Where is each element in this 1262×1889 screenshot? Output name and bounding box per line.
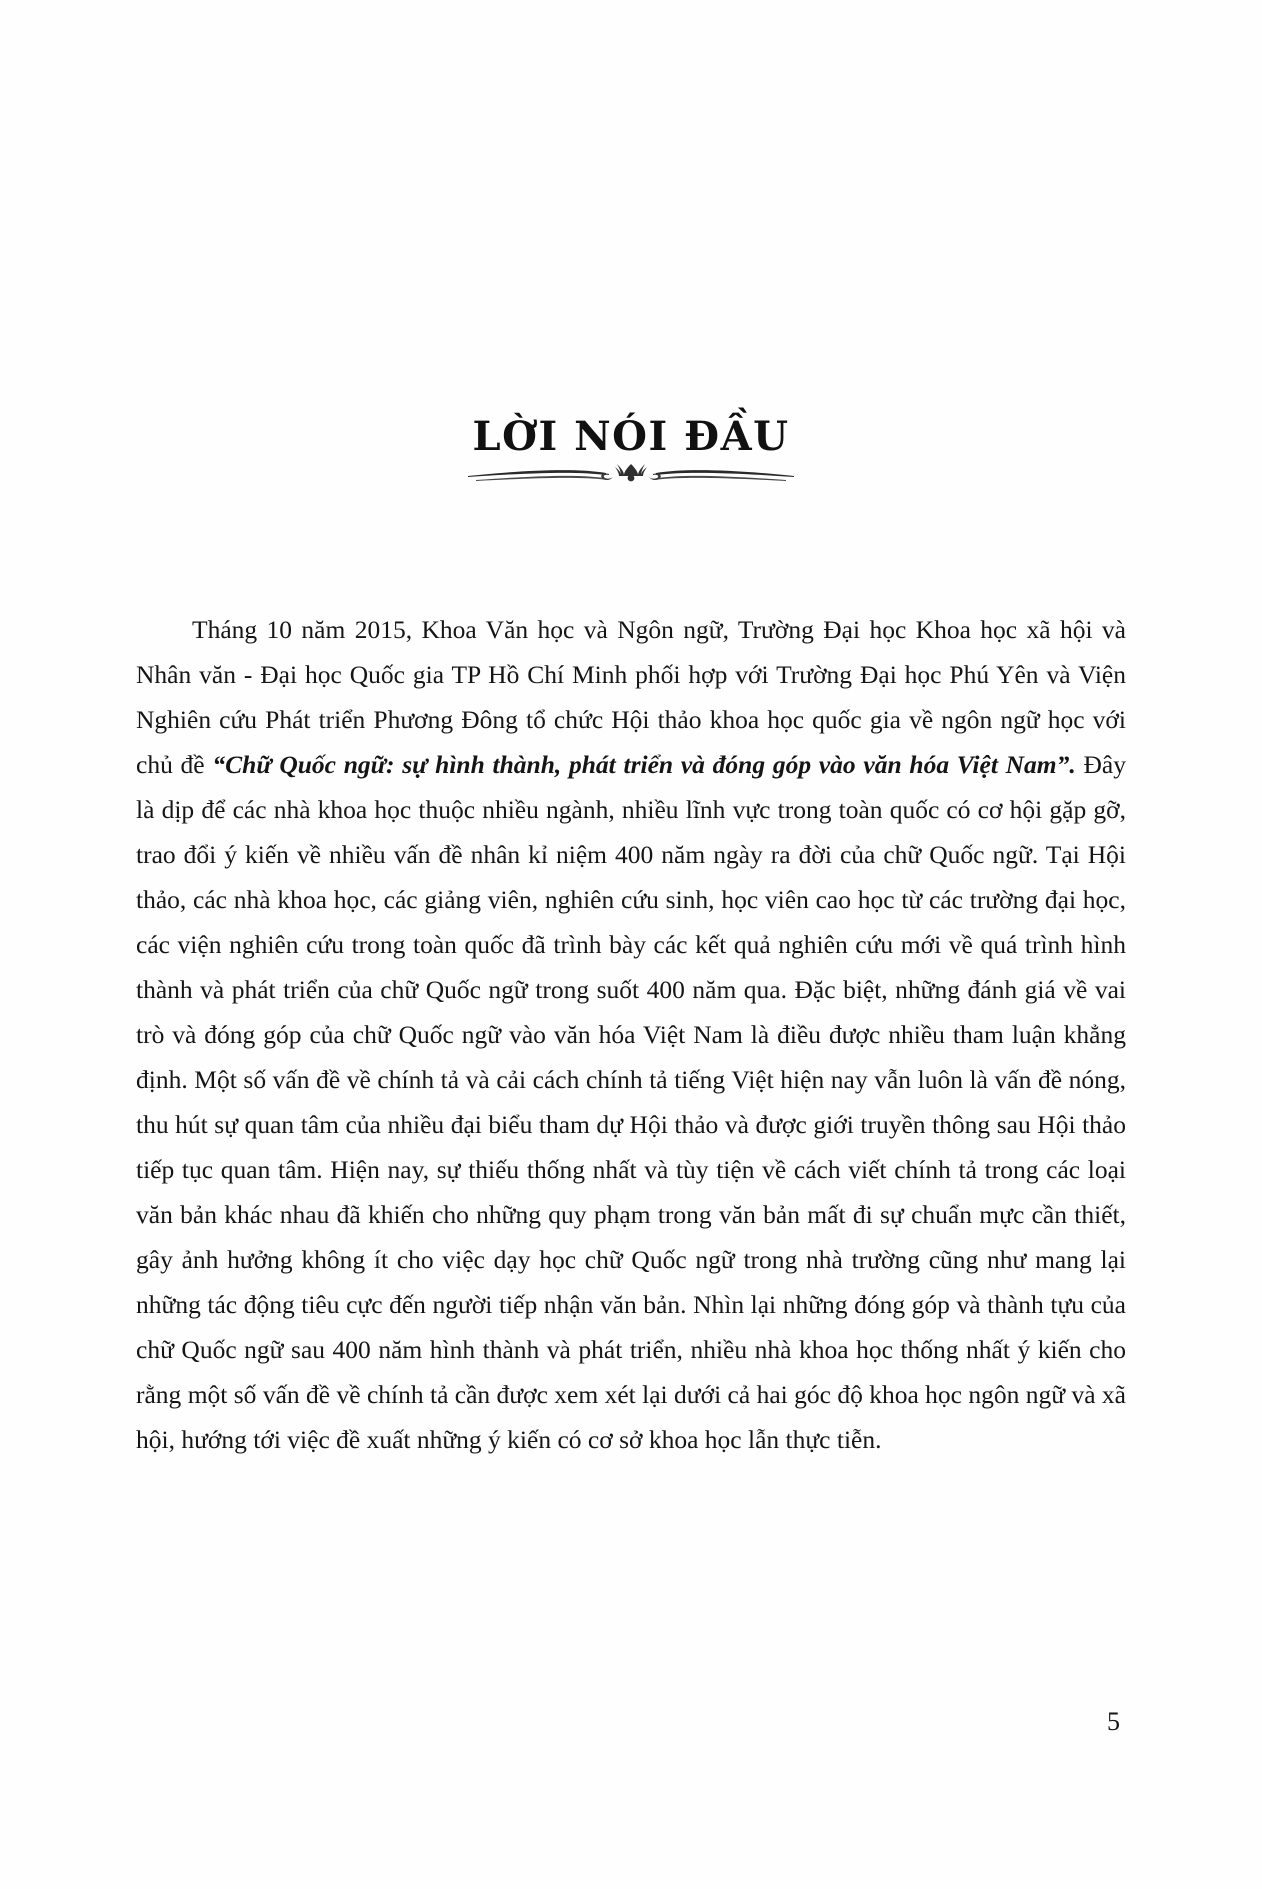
preface-paragraph xyxy=(136,607,1126,1462)
floral-divider-ornament xyxy=(0,455,1262,495)
page-title: LỜI NÓI ĐẦU xyxy=(472,412,790,460)
paragraph-rest-text: Đây là dịp để các nhà khoa học thuộc nhiều ngành, nhiều lĩnh vực trong toàn quốc có cơ hội gặp gỡ, trao đổi ý kiến về nhiều vấn đề nhân kỉ niệm 400 năm ngày ra đời của chữ Quốc ngữ. Tại Hội thảo, các nhà khoa học, các giảng viên, nghiên cứu sinh, học viên cao học từ các trường đại học, các viện nghiên cứu trong toàn quốc đã trình bày các kết quả nghiên cứu mới về quá trình hình thành và phát triển của chữ Quốc ngữ trong suốt 400 năm qua. Đặc biệt, những đánh giá về vai trò và đóng góp của chữ Quốc ngữ vào văn hóa Việt Nam là điều được nhiều tham luận khẳng định. Một số vấn đề về chính tả và cải cách chính tả tiếng Việt hiện nay vẫn luôn là vấn đề nóng, thu hút sự quan tâm của nhiều đại biểu tham dự Hội thảo và được giới truyền thông sau Hội thảo tiếp tục quan tâm. Hiện nay, sự thiếu thống nhất và tùy tiện về cách viết chính tả trong các loại văn bản khác nhau đã khiến cho những quy phạm trong văn bản mất đi sự chuẩn mực cần thiết, gây ảnh hưởng không ít cho việc dạy học chữ Quốc ngữ trong nhà trường cũng như mang lại những tác động tiêu cực đến người tiếp nhận văn bản. Nhìn lại những đóng góp và thành tựu của chữ Quốc ngữ sau 400 năm hình thành và phát triển, nhiều nhà khoa học thống nhất ý kiến cho rằng một số vấn đề về chính tả cần được xem xét lại dưới cả hai góc độ khoa học ngôn ngữ và xã hội, hướng tới việc đề xuất những ý kiến có cơ sở khoa học lẫn thực tiễn. xyxy=(136,750,1126,1454)
preface-body xyxy=(136,607,1126,1462)
paragraph-lead-text: Tháng 10 năm 2015, Khoa Văn học và Ngôn ngữ, Trường Đại học Khoa học xã hội và Nhân văn - Đại học Quốc gia TP Hồ Chí Minh phối hợp với Trường Đại học Phú Yên và Viện Nghiên cứu Phát triển Phương Đông tổ chức Hội thảo khoa học quốc gia về ngôn ngữ học với chủ đề xyxy=(136,615,1126,779)
conference-theme-title: “Chữ Quốc ngữ: sự hình thành, phát triển và đóng góp vào văn hóa Việt Nam”. xyxy=(212,750,1076,779)
page-number: 5 xyxy=(1107,1707,1120,1736)
